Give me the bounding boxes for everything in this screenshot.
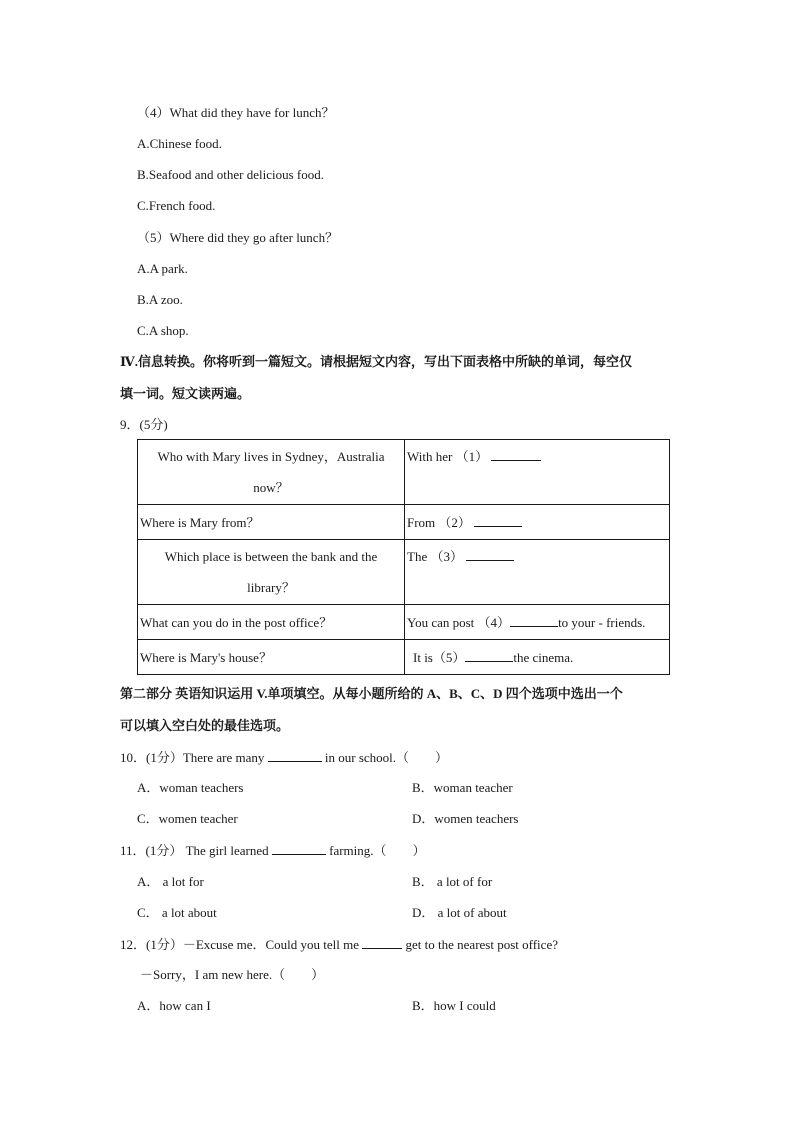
stem-text: 10．(1分）There are many	[120, 750, 265, 765]
option-b: B.Seafood and other delicious food.	[137, 167, 325, 182]
table-row	[138, 505, 670, 540]
stem-blank[interactable]	[268, 749, 322, 762]
table-row	[138, 440, 670, 505]
answer-text-after: the cinema.	[513, 649, 574, 665]
answer-blank-4[interactable]	[510, 614, 558, 627]
stem-blank[interactable]	[362, 936, 402, 949]
table-question-cell: Where is Mary's house？	[138, 640, 405, 675]
table-question-cell: What can you do in the post office？	[138, 605, 405, 640]
question-12-stem	[120, 936, 558, 953]
option-a[interactable]: A．woman teachers	[137, 780, 244, 795]
option-c: C.French food.	[137, 198, 216, 213]
option-b[interactable]: B．how I could	[412, 998, 496, 1013]
option-a[interactable]: A．how can I	[137, 998, 211, 1013]
answer-text: With her （1）	[407, 449, 489, 464]
table-question-cell: Who with Mary lives in Sydney，Australia now？	[138, 440, 405, 505]
option-a: A.A park.	[137, 261, 188, 276]
table-row	[138, 640, 670, 675]
table-answer-cell	[405, 640, 670, 675]
option-a: A.Chinese food.	[137, 136, 222, 151]
table-question-cell: Where is Mary from？	[138, 505, 405, 540]
part-2-heading: 第二部分 英语知识运用 V.单项填空。从每小题所给的 A、B、C、D 四个选项中选出一个	[120, 686, 623, 701]
answer-blank-1[interactable]	[491, 448, 541, 461]
answer-blank-5[interactable]	[465, 649, 513, 662]
option-d[interactable]: D． a lot of about	[412, 905, 507, 920]
stem-blank[interactable]	[272, 842, 326, 855]
stem-text-after: get to the nearest post office?	[405, 937, 558, 952]
option-d[interactable]: D．women teachers	[412, 811, 519, 826]
answer-text-after: to your - friends.	[558, 614, 646, 630]
table-row	[138, 540, 670, 605]
stem-text-after: in our school.（ ）	[324, 750, 449, 765]
option-b[interactable]: B． a lot of for	[412, 874, 493, 889]
stem-text-after: farming.（ ）	[329, 843, 426, 858]
answer-blank-2[interactable]	[474, 514, 522, 527]
question-9-label: 9．(5分)	[120, 417, 168, 432]
option-c[interactable]: C． a lot about	[137, 905, 217, 920]
table-answer-cell	[405, 540, 670, 605]
answer-text: The （3）	[407, 549, 463, 564]
question-11-stem	[120, 842, 426, 859]
stem-text: 11．(1分） The girl learned	[120, 843, 269, 858]
option-b: B.A zoo.	[137, 292, 183, 307]
part-2-heading-cont: 可以填入空白处的最佳选项。	[120, 718, 290, 733]
info-table	[137, 439, 670, 675]
table-answer-cell	[405, 605, 670, 640]
question-10-stem	[120, 749, 448, 766]
answer-text: You can post （4）	[407, 614, 511, 630]
answer-text: From （2）	[407, 514, 471, 530]
answer-blank-3[interactable]	[466, 548, 514, 561]
option-c[interactable]: C．women teacher	[137, 811, 238, 826]
answer-text: It is（5）	[413, 649, 466, 665]
section-4-heading: Ⅳ.信息转换。你将听到一篇短文。请根据短文内容，写出下面表格中所缺的单词，每空仅	[120, 354, 633, 369]
option-a[interactable]: A． a lot for	[137, 874, 204, 889]
section-4-heading-cont: 填一词。短文读两遍。	[120, 386, 251, 401]
question-8-5: （5）Where did they go after lunch？	[137, 230, 339, 245]
question-12-reply: －Sorry，I am new here.（ ）	[140, 967, 325, 982]
option-b[interactable]: B．woman teacher	[412, 780, 513, 795]
table-row	[138, 605, 670, 640]
table-answer-cell	[405, 505, 670, 540]
question-8-4: （4）What did they have for lunch？	[137, 105, 335, 120]
table-question-cell: Which place is between the bank and the library？	[138, 540, 405, 605]
table-answer-cell	[405, 440, 670, 505]
option-c: C.A shop.	[137, 323, 189, 338]
stem-text: 12．(1分）－Excuse me．Could you tell me	[120, 937, 360, 952]
